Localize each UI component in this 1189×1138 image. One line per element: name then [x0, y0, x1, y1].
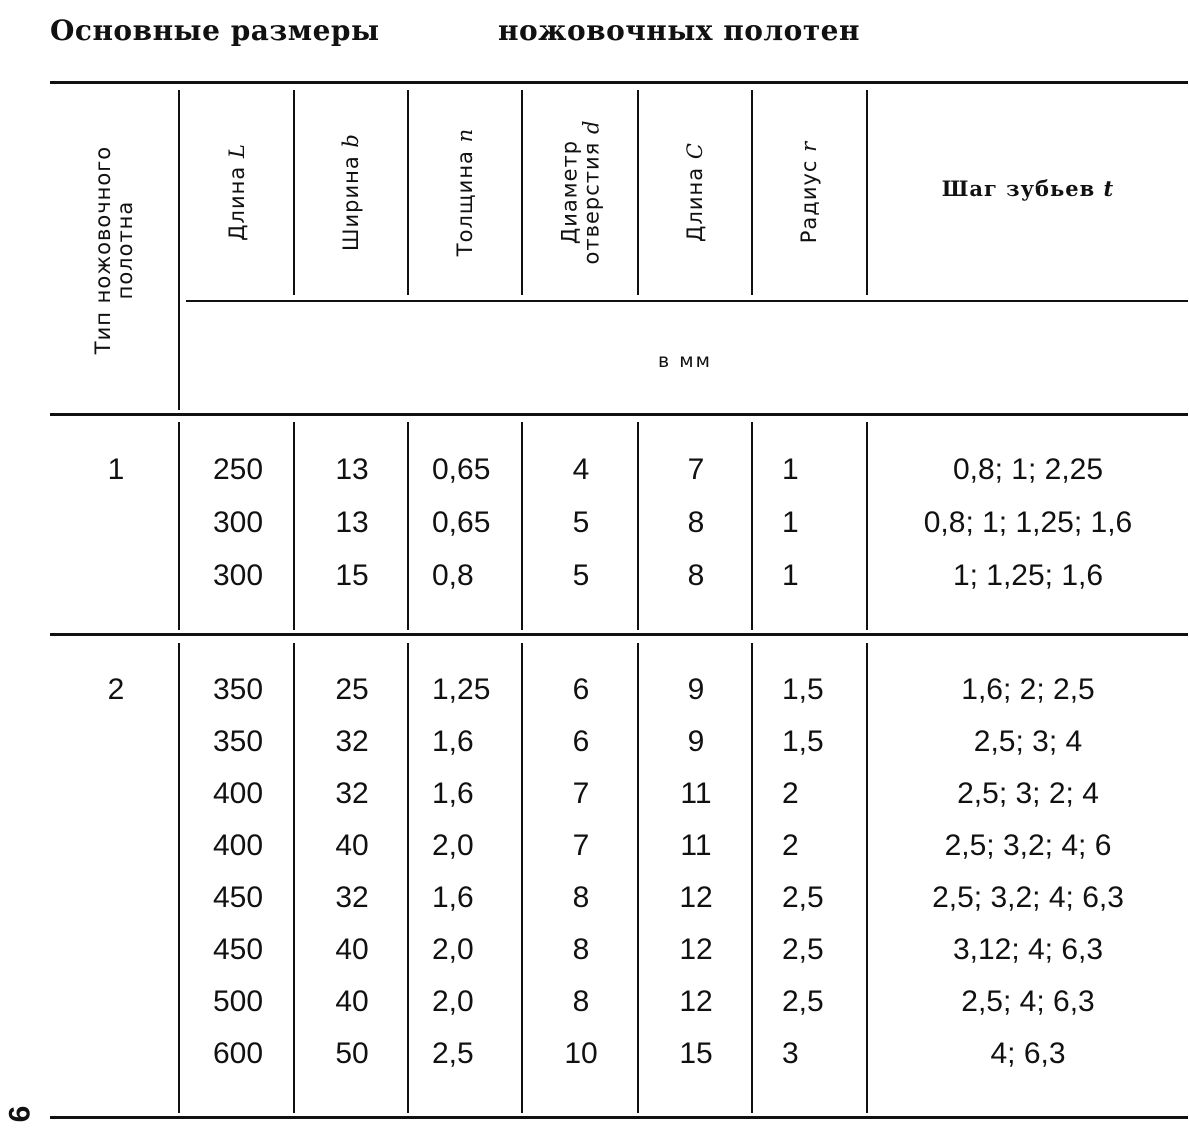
header-length-c: Длина C: [682, 142, 707, 243]
cell-width: 13: [335, 506, 369, 539]
cell-diameter: 8: [572, 933, 590, 966]
cell-step: 2,5; 3,2; 4; 6: [944, 829, 1112, 862]
cell-length-c: 8: [687, 559, 705, 592]
table-top-rule: [50, 81, 1188, 84]
cell-width: 13: [335, 453, 369, 486]
cell-step: 1,6; 2; 2,5: [961, 673, 1095, 706]
cell-step: 4; 6,3: [990, 1037, 1066, 1070]
cell-width: 32: [335, 881, 369, 914]
cell-width: 32: [335, 777, 369, 810]
col-rule-1-head: [178, 90, 180, 410]
cell-diameter: 10: [564, 1037, 598, 1070]
cell-diameter: 7: [572, 829, 590, 862]
header-unit-divider: [186, 300, 1188, 302]
cell-diameter: 5: [572, 506, 590, 539]
cell-length: 350: [212, 725, 264, 758]
cell-radius: 1,5: [782, 673, 824, 706]
cell-length: 450: [212, 933, 264, 966]
table-row: [0, 550, 1189, 602]
header-length: Длина L: [224, 143, 249, 242]
cell-thickness: 1,6: [432, 777, 474, 810]
cell-diameter: 8: [572, 985, 590, 1018]
cell-length-c: 11: [680, 777, 712, 810]
cell-radius: 1: [782, 559, 799, 592]
header-radius: Радиус r: [797, 141, 822, 244]
header-bottom-rule: [50, 413, 1188, 416]
header-unit: в мм: [658, 350, 712, 372]
cell-thickness: 2,0: [432, 985, 474, 1018]
cell-length-c: 11: [680, 829, 712, 862]
col-rule-6-head: [751, 90, 753, 295]
cell-width: 40: [335, 985, 369, 1018]
col-rule-4-head: [521, 90, 523, 295]
cell-length-c: 12: [679, 933, 713, 966]
cell-length-c: 7: [687, 453, 705, 486]
col-rule-2-head: [293, 90, 295, 295]
cell-diameter: 7: [572, 777, 590, 810]
cell-thickness: 0,65: [432, 453, 491, 486]
cell-radius: 2,5: [782, 881, 824, 914]
cell-radius: 1: [782, 453, 799, 486]
cell-length: 300: [212, 506, 264, 539]
header-step: Шаг зубьев t: [941, 176, 1115, 201]
cell-length-c: 9: [687, 725, 705, 758]
cell-thickness: 1,25: [432, 673, 491, 706]
cell-thickness: 1,6: [432, 725, 474, 758]
cell-length: 400: [212, 777, 264, 810]
cell-length: 350: [212, 673, 264, 706]
table-row: [0, 664, 1189, 716]
cell-radius: 2: [782, 777, 799, 810]
cell-thickness: 2,0: [432, 829, 474, 862]
cell-radius: 1,5: [782, 725, 824, 758]
table-row: [0, 924, 1189, 976]
header-type: Тип ножовочного полотна: [90, 146, 138, 355]
table-row: [0, 497, 1189, 549]
cell-step: 2,5; 3; 2; 4: [957, 777, 1099, 810]
group-divider-rule: [50, 633, 1188, 636]
cell-length: 450: [212, 881, 264, 914]
cell-length-c: 12: [679, 985, 713, 1018]
cell-radius: 2: [782, 829, 799, 862]
cell-length-c: 15: [679, 1037, 713, 1070]
header-thickness: Толщина n: [452, 128, 477, 257]
cell-diameter: 6: [572, 673, 590, 706]
cell-step: 1; 1,25; 1,6: [952, 559, 1104, 592]
header-diameter: Диаметр отверстия d: [556, 120, 604, 265]
table-row: [0, 976, 1189, 1028]
table-row: [0, 768, 1189, 820]
cell-step: 2,5; 4; 6,3: [961, 985, 1095, 1018]
cell-length-c: 12: [679, 881, 713, 914]
cell-length: 300: [212, 559, 264, 592]
table-row: [0, 444, 1189, 496]
table-row: [0, 1028, 1189, 1080]
cell-thickness: 0,65: [432, 506, 491, 539]
cell-radius: 2,5: [782, 933, 824, 966]
cell-step: 2,5; 3,2; 4; 6,3: [932, 881, 1124, 914]
table-bottom-rule: [50, 1116, 1188, 1119]
cell-length: 600: [212, 1037, 264, 1070]
cell-diameter: 4: [572, 453, 590, 486]
cell-length: 250: [212, 453, 264, 486]
header-width: Ширина b: [338, 133, 363, 252]
cell-width: 32: [335, 725, 369, 758]
col-rule-5-head: [637, 90, 639, 295]
cell-width: 40: [335, 829, 369, 862]
cell-thickness: 2,5: [432, 1037, 474, 1070]
cell-length-c: 9: [687, 673, 705, 706]
page-number: 6: [3, 1105, 36, 1123]
cell-length-c: 8: [687, 506, 705, 539]
cell-step: 2,5; 3; 4: [973, 725, 1083, 758]
page-title-left: Основные размеры: [50, 14, 380, 47]
cell-radius: 2,5: [782, 985, 824, 1018]
cell-step: 0,8; 1; 1,25; 1,6: [923, 506, 1133, 539]
table-row: [0, 872, 1189, 924]
cell-type: 1: [107, 453, 125, 486]
cell-thickness: 0,8: [432, 559, 474, 592]
cell-radius: 3: [782, 1037, 799, 1070]
cell-diameter: 8: [572, 881, 590, 914]
cell-width: 40: [335, 933, 369, 966]
cell-width: 50: [335, 1037, 369, 1070]
table-row: [0, 820, 1189, 872]
cell-thickness: 2,0: [432, 933, 474, 966]
cell-type: 2: [107, 673, 125, 706]
cell-step: 3,12; 4; 6,3: [952, 933, 1104, 966]
cell-length: 500: [212, 985, 264, 1018]
col-rule-3-head: [407, 90, 409, 295]
cell-length: 400: [212, 829, 264, 862]
cell-radius: 1: [782, 506, 799, 539]
cell-thickness: 1,6: [432, 881, 474, 914]
cell-diameter: 6: [572, 725, 590, 758]
cell-step: 0,8; 1; 2,25: [952, 453, 1104, 486]
cell-width: 25: [335, 673, 369, 706]
page-title-right: ножовочных полотен: [498, 14, 860, 47]
cell-width: 15: [335, 559, 369, 592]
cell-diameter: 5: [572, 559, 590, 592]
table-row: [0, 716, 1189, 768]
